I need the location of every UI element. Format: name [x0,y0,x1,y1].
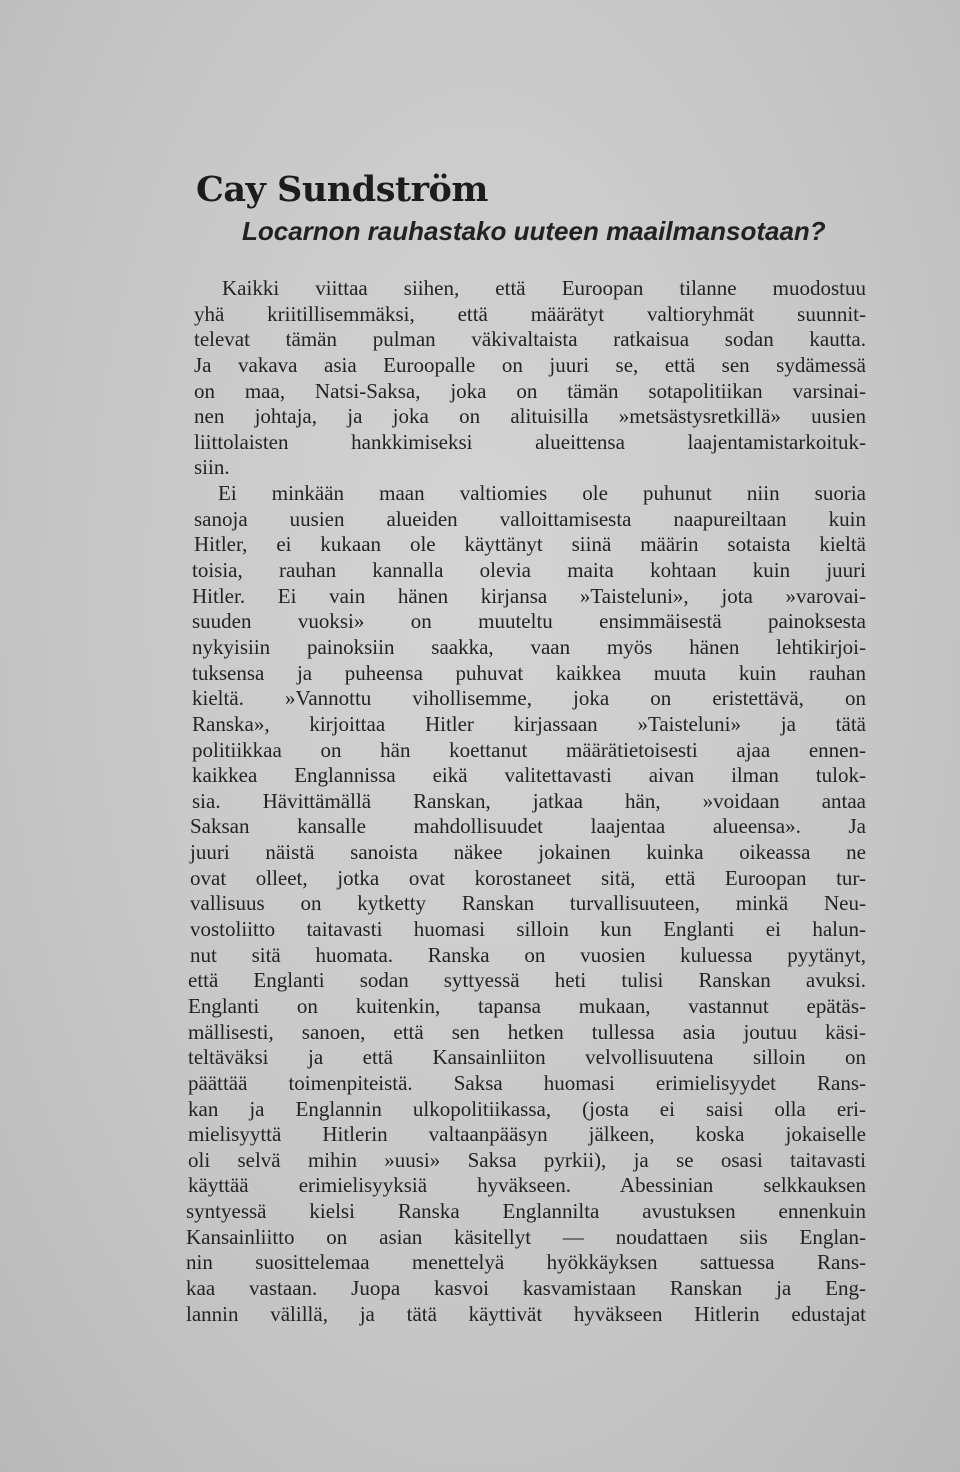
text-line: politiikkaa on hän koettanut määrätietoisesti ajaa ennen- [192,737,866,762]
author-name: Cay Sundström [196,169,488,210]
text-line: sanoja uusien alueiden valloittamisesta naapureiltaan kuin [194,506,866,531]
text-line: nen johtaja, ja joka on alituisilla »metsästysretkillä» uusien [194,404,866,429]
text-line: nut sitä huomata. Ranska on vuosien kuluessa pyytänyt, [190,942,866,967]
text-line: suuden vuoksi» on muuteltu ensimmäisestä painoksesta [192,609,866,634]
text-line: nin suosittelemaa menettelyä hyökkäyksen sattuessa Rans- [186,1250,866,1275]
text-line: nykyisiin painoksiin saakka, vaan myös hänen lehtikirjoi- [192,634,866,659]
text-line: käyttää erimielisyyksiä hyväkseen. Abessinian selkkauksen [188,1173,866,1198]
text-line: televat tämän pulman väkivaltaista ratkaisua sodan kautta. [194,327,866,352]
text-line: yhä kriitillisemmäksi, että määrätyt valtioryhmät suunnit- [194,301,866,326]
text-line: kieltä. »Vannottu vihollisemme, joka on eristettävä, on [192,686,866,711]
text-line: kaikkea Englannissa eikä valitettavasti aivan ilman tulok- [192,763,866,788]
text-line: vostoliitto taitavasti huomasi silloin kun Englanti ei halun- [190,917,866,942]
text-line: kaa vastaan. Juopa kasvoi kasvamistaan Ranskan ja Eng- [186,1275,866,1300]
text-line: Englanti on kuitenkin, tapansa mukaan, vastannut epätäs- [188,993,866,1018]
text-line: vallisuus on kytketty Ranskan turvallisuuteen, minkä Neu- [190,891,866,916]
text-line: lannin välillä, ja tätä käyttivät hyväkseen Hitlerin edustajat [186,1301,866,1326]
text-line: Kaikki viittaa siihen, että Euroopan tilanne muodostuu [222,276,866,300]
text-line: päättää toimenpiteistä. Saksa huomasi erimielisyydet Rans- [188,1070,866,1095]
text-line: sia. Hävittämällä Ranskan, jatkaa hän, »voidaan antaa [192,788,866,813]
text-line: toisia, rauhan kannalla olevia maita kohtaan kuin juuri [192,558,866,583]
article-title: Locarnon rauhastako uuteen maailmansotaan? [242,216,826,246]
text-line: ovat olleet, jotka ovat korostaneet sitä, että Euroopan tur- [190,865,866,890]
text-line: Ja vakava asia Euroopalle on juuri se, että sen sydämessä [194,352,866,377]
text-line: Hitler, ei kukaan ole käyttänyt siinä määrin sotaista kieltä [194,532,866,557]
text-line: teltäväksi ja että Kansainliiton velvollisuutena silloin on [188,1045,866,1070]
text-line: että Englanti sodan syttyessä heti tulisi Ranskan avuksi. [188,968,866,993]
text-line: juuri näistä sanoista näkee jokainen kuinka oikeassa ne [190,840,866,865]
text-line: Kansainliitto on asian käsitellyt — noudattaen siis Englan- [186,1224,866,1249]
text-line: Hitler. Ei vain hänen kirjansa »Taisteluni», jota »varovai- [192,583,866,608]
text-line: liittolaisten hankkimiseksi alueittensa laajentamistarkoituk- [194,429,866,454]
article-body [186,276,866,1327]
text-line: on maa, Natsi-Saksa, joka on tämän sotapolitiikan varsinai- [194,378,866,403]
text-line: syntyessä kielsi Ranska Englannilta avustuksen ennenkuin [186,1199,866,1224]
text-line: mällisesti, sanoen, että sen hetken tullessa asia joutuu käsi- [188,1019,866,1044]
text-line: mielisyyttä Hitlerin valtaanpääsyn jälkeen, koska jokaiselle [188,1122,866,1147]
text-line: Ei minkään maan valtiomies ole puhunut niin suoria [218,481,866,506]
text-line: Ranska», kirjoittaa Hitler kirjassaan »Taisteluni» ja tätä [192,711,866,736]
text-line: kan ja Englannin ulkopolitiikassa, (josta ei saisi olla eri- [188,1096,866,1121]
text-line: tuksensa ja puheensa puhuvat kaikkea muuta kuin rauhan [192,660,866,685]
text-line: oli selvä mihin »uusi» Saksa pyrkii), ja se osasi taitavasti [188,1147,866,1172]
text-line: Saksan kansalle mahdollisuudet laajentaa alueensa». Ja [190,814,866,839]
text-line: siin. [194,455,230,480]
